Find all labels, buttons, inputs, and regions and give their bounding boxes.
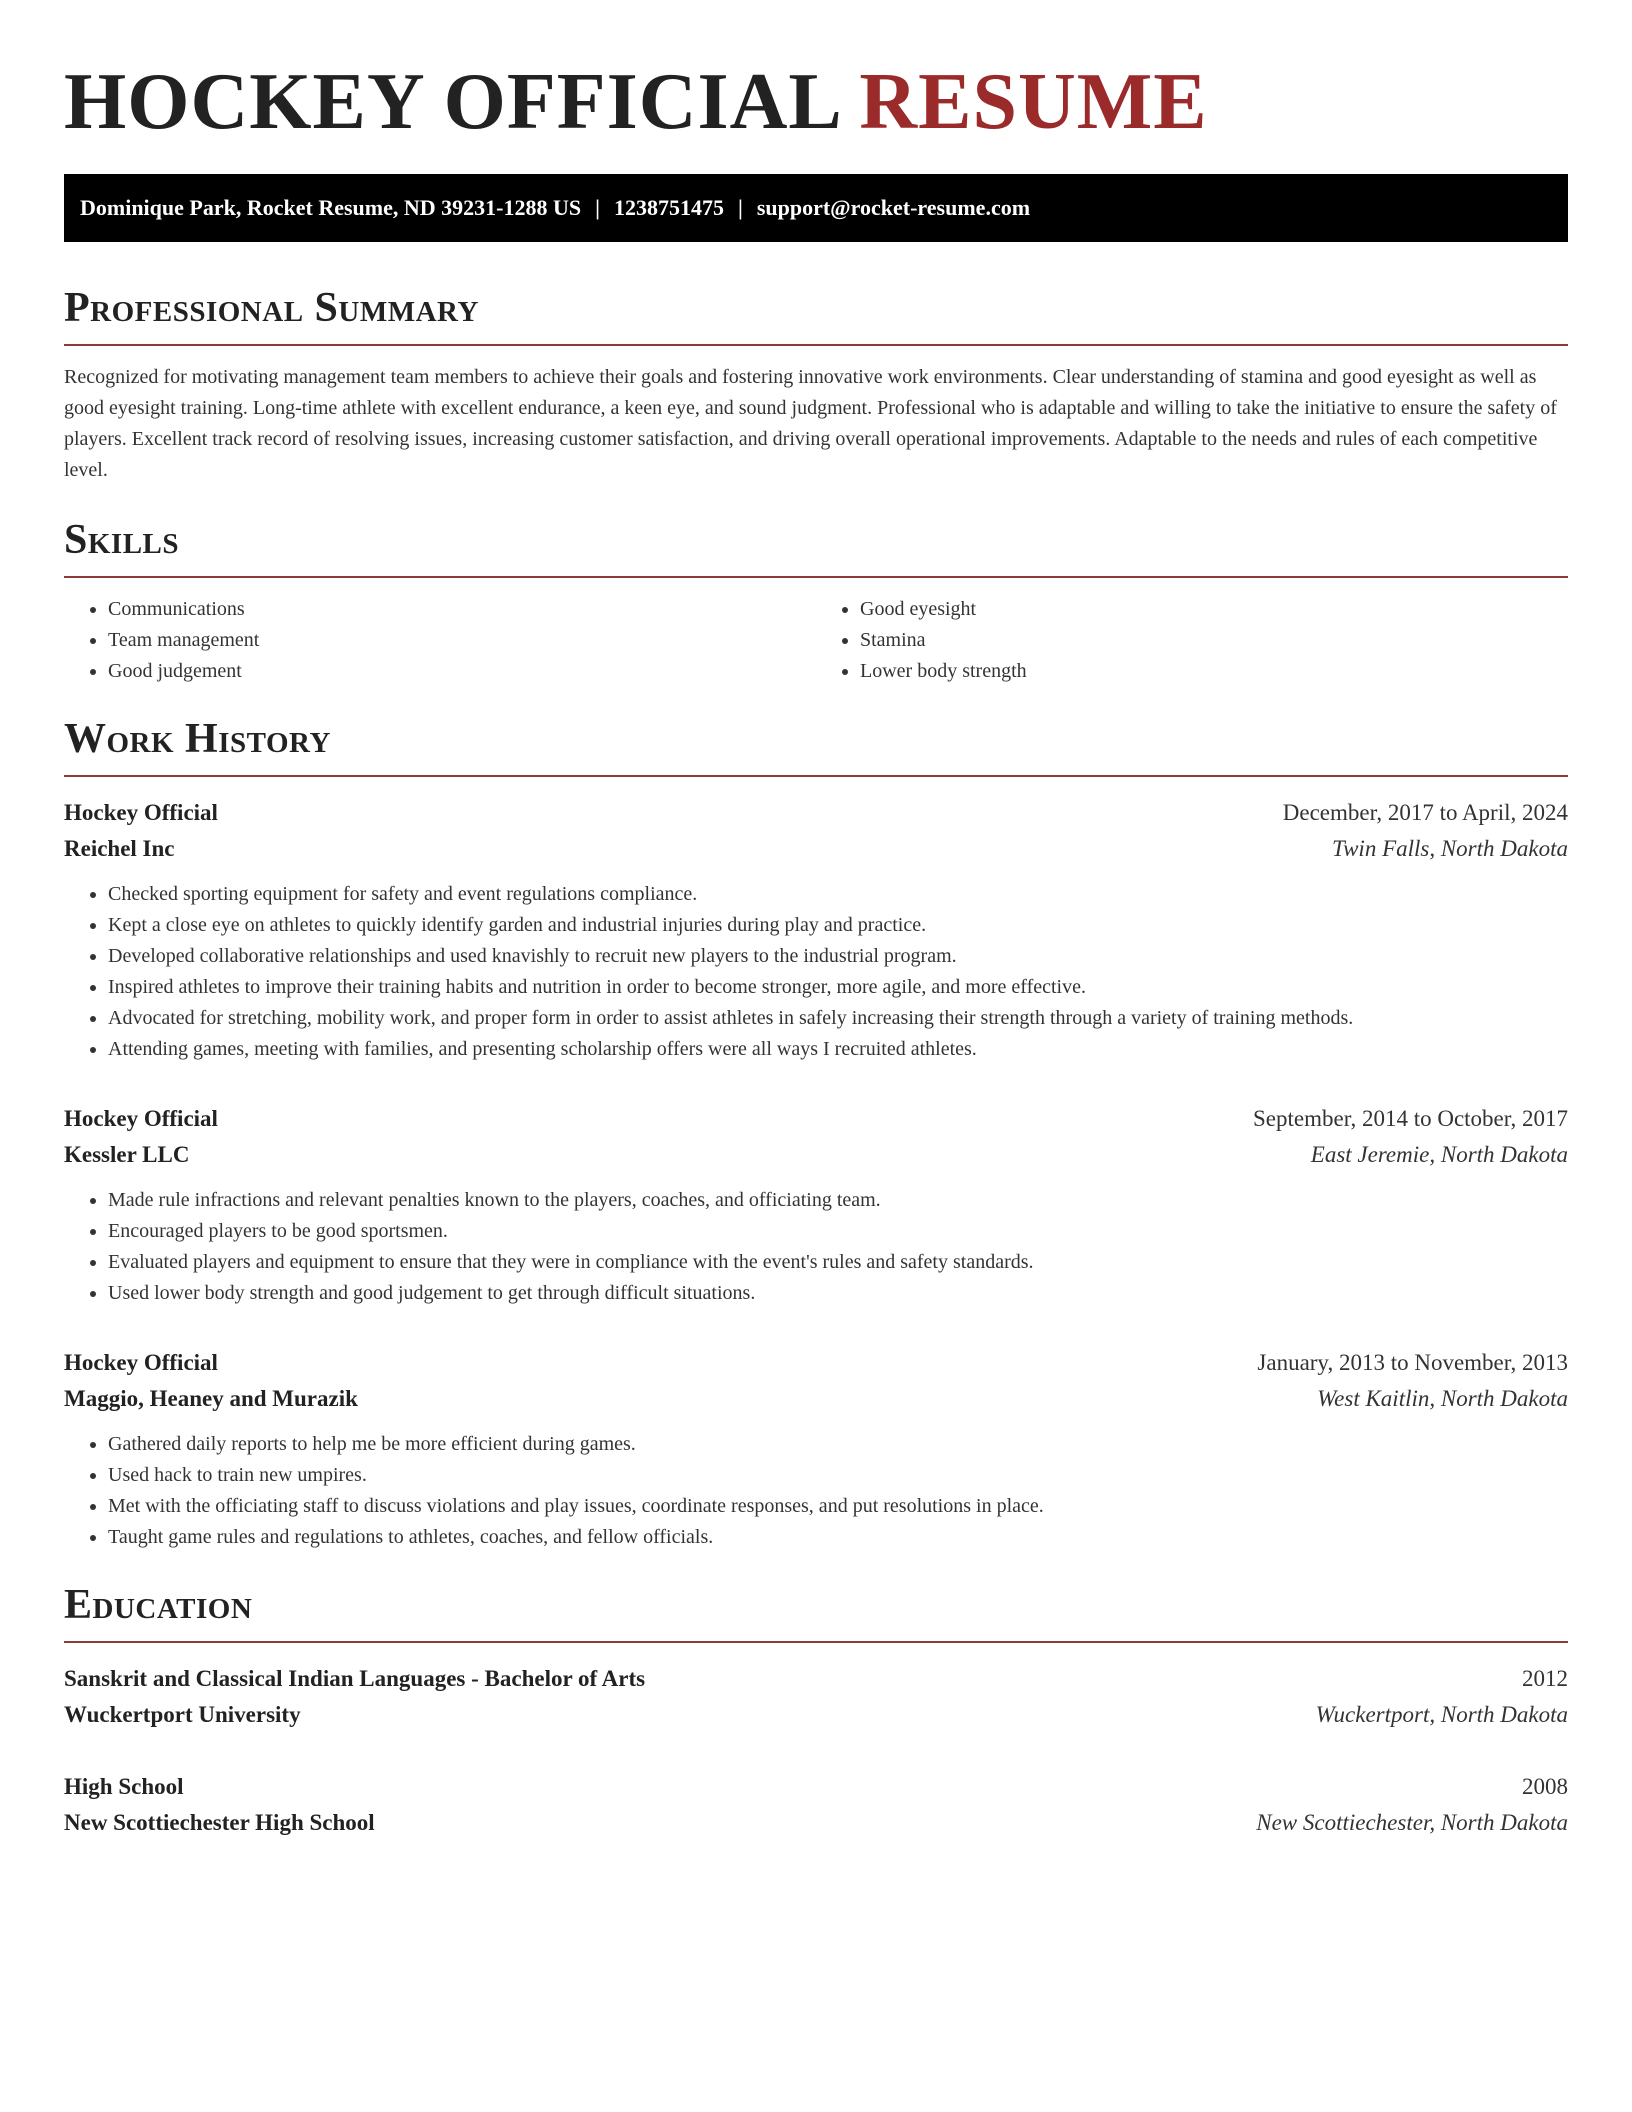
education-year: 2008 [1522, 1774, 1568, 1799]
duty-item: • Taught game rules and regulations to athletes, coaches, and fellow officials. [108, 1522, 1568, 1553]
skills-column-left [64, 594, 816, 687]
job-title: Hockey Official [64, 800, 218, 825]
job-location: West Kaitlin, North Dakota [1317, 1386, 1568, 1411]
job-company: Maggio, Heaney and Murazik [64, 1386, 358, 1411]
section-divider [64, 576, 1568, 578]
skills-list [64, 594, 1568, 687]
job-dates: January, 2013 to November, 2013 [1257, 1350, 1568, 1375]
duty-item: • Inspired athletes to improve their training habits and nutrition in order to become stronger, more agile, and more effective. [108, 972, 1568, 1003]
education-location: Wuckertport, North Dakota [1315, 1702, 1568, 1727]
education-heading: Education [64, 1582, 253, 1628]
duty-item: • Used hack to train new umpires. [108, 1460, 1568, 1491]
duty-item: • Encouraged players to be good sportsmen. [108, 1216, 1568, 1247]
duty-item: • Attending games, meeting with families, and presenting scholarship offers were all ways I recruited athletes. [108, 1034, 1568, 1065]
job-location: Twin Falls, North Dakota [1332, 836, 1568, 861]
skills-section [64, 516, 1568, 687]
skill-item: • Team management [108, 625, 816, 656]
job-dates: September, 2014 to October, 2017 [1253, 1106, 1568, 1131]
education-entry [64, 1661, 1568, 1733]
contact-separator: | [737, 195, 743, 220]
education-entry [64, 1769, 1568, 1841]
skills-heading: Skills [64, 517, 180, 563]
job-entry [64, 795, 1568, 1065]
job-company: Reichel Inc [64, 836, 175, 861]
work-section [64, 715, 1568, 1553]
skill-item: • Good eyesight [860, 594, 1568, 625]
section-divider [64, 344, 1568, 346]
education-location: New Scottiechester, North Dakota [1256, 1810, 1568, 1835]
duty-item: • Met with the officiating staff to discuss violations and play issues, coordinate responses, and put resolutions in place. [108, 1491, 1568, 1522]
job-entry [64, 1101, 1568, 1309]
job-entry [64, 1345, 1568, 1553]
job-duties [64, 1185, 1568, 1309]
title-main: HOCKEY OFFICIAL [64, 58, 839, 146]
contact-separator: | [595, 195, 600, 220]
contact-email[interactable]: support@rocket-resume.com [756, 195, 1031, 220]
contact-address: Dominique Park, Rocket Resume, ND 39231-1288 US [80, 195, 582, 220]
duty-item: • Made rule infractions and relevant penalties known to the players, coaches, and officiating team. [108, 1185, 1568, 1216]
duty-item: • Gathered daily reports to help me be more efficient during games. [108, 1429, 1568, 1460]
skill-item: • Communications [108, 594, 816, 625]
education-year: 2012 [1522, 1666, 1568, 1691]
education-degree: Sanskrit and Classical Indian Languages - Bachelor of Arts [64, 1666, 646, 1691]
skill-item: • Good judgement [108, 656, 816, 687]
duty-item: • Developed collaborative relationships and used knavishly to recruit new players to the industrial program. [108, 941, 1568, 972]
skill-item: • Stamina [860, 625, 1568, 656]
education-section [64, 1581, 1568, 1841]
education-school: Wuckertport University [64, 1702, 301, 1727]
job-title: Hockey Official [64, 1106, 218, 1131]
job-duties [64, 879, 1568, 1065]
education-school: New Scottiechester High School [64, 1810, 375, 1835]
duty-item: • Evaluated players and equipment to ensure that they were in compliance with the event's rules and safety standards. [108, 1247, 1568, 1278]
summary-text: Recognized for motivating management team members to achieve their goals and fostering innovative work environments. Clear understanding of stamina and good eyesight as well as good eyesight training. Long-time athlete with excellent endurance, a keen eye, and sound judgment. Professional who is adaptable and willing to take the initiative to ensure the safety of players. Excellent track record of resolving issues, increasing customer satisfaction, and driving overall operational improvements. Adaptable to the needs and rules of each competitive level. [64, 366, 1557, 481]
summary-section [64, 284, 1568, 486]
duty-item: • Kept a close eye on athletes to quickly identify garden and industrial injuries during play and practice. [108, 910, 1568, 941]
skills-column-right [816, 594, 1568, 687]
job-dates: December, 2017 to April, 2024 [1282, 800, 1568, 825]
duty-item: • Advocated for stretching, mobility work, and proper form in order to assist athletes in safely increasing their strength through a variety of training methods. [108, 1003, 1568, 1034]
duty-item: • Used lower body strength and good judgement to get through difficult situations. [108, 1278, 1568, 1309]
skill-item: • Lower body strength [860, 656, 1568, 687]
contact-bar [64, 174, 1568, 242]
section-divider [64, 775, 1568, 777]
section-divider [64, 1641, 1568, 1643]
title-accent: RESUME [859, 58, 1208, 146]
summary-heading: Professional Summary [64, 285, 479, 331]
resume-title [64, 52, 1568, 152]
work-heading: Work History [64, 716, 331, 762]
education-degree: High School [64, 1774, 184, 1799]
contact-phone: 1238751475 [613, 195, 724, 220]
duty-item: • Checked sporting equipment for safety and event regulations compliance. [108, 879, 1568, 910]
job-company: Kessler LLC [64, 1142, 190, 1167]
job-location: East Jeremie, North Dakota [1310, 1142, 1568, 1167]
job-title: Hockey Official [64, 1350, 218, 1375]
job-duties [64, 1429, 1568, 1553]
